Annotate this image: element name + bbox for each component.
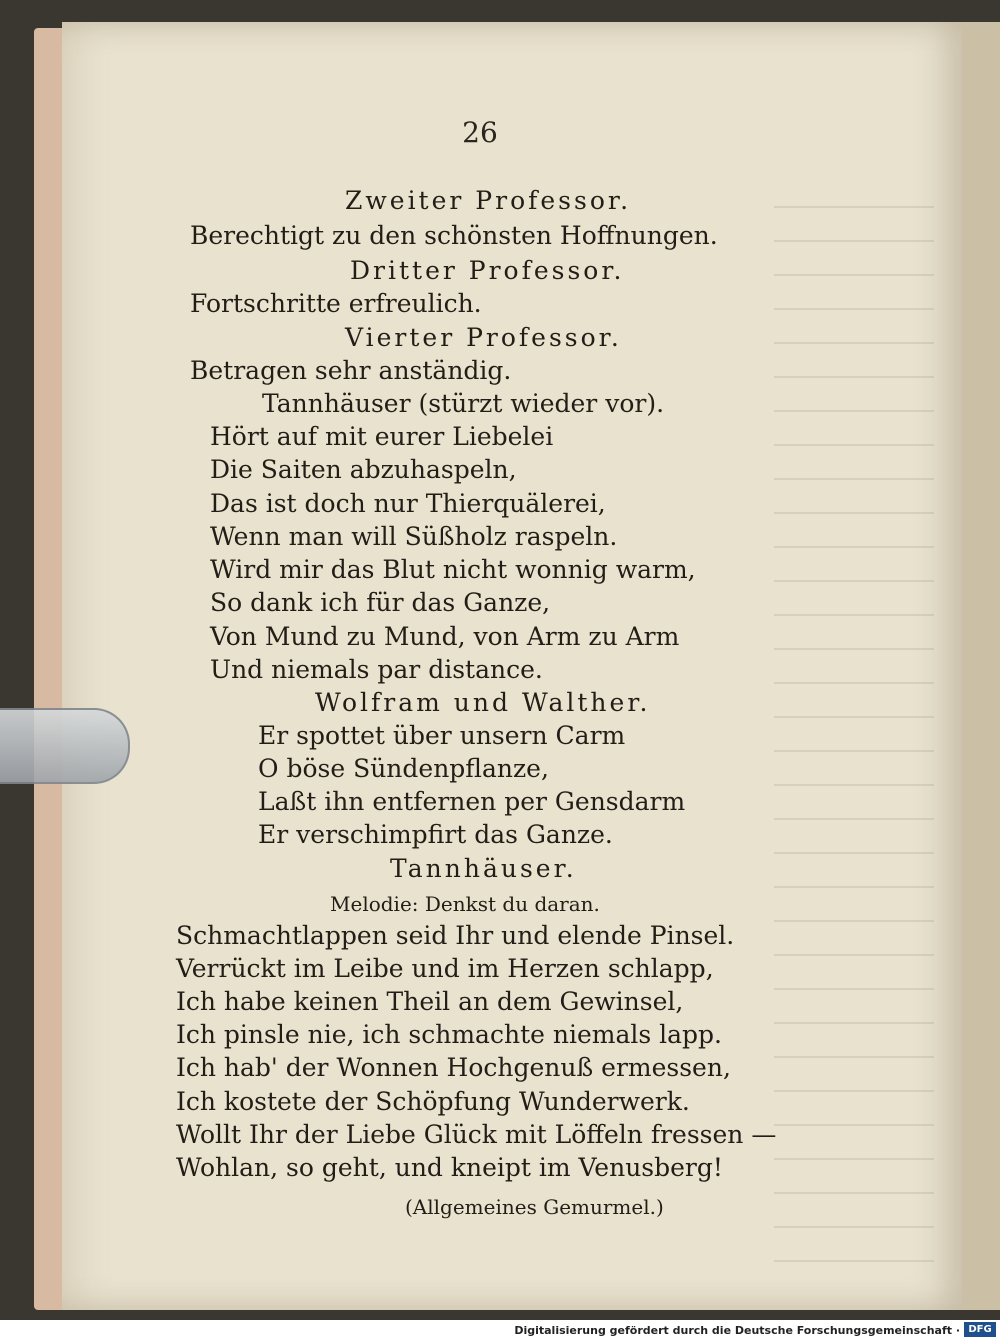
verse-line: Wird mir das Blut nicht wonnig warm, bbox=[210, 555, 696, 584]
verse-line: Die Saiten abzuhaspeln, bbox=[210, 455, 517, 484]
verse-line: Laßt ihn entfernen per Gensdarm bbox=[258, 787, 686, 816]
footer-credit: Digitalisierung gefördert durch die Deutsche Forschungsgemeinschaft · bbox=[514, 1324, 960, 1337]
verse-line: Hört auf mit eurer Liebelei bbox=[210, 422, 554, 451]
speaker-heading: Dritter Professor. bbox=[350, 256, 625, 285]
verse-line: Wollt Ihr der Liebe Glück mit Löffeln fressen — bbox=[176, 1120, 777, 1149]
book-clip bbox=[0, 708, 130, 784]
verse-line: Er spottet über unsern Carm bbox=[258, 721, 626, 750]
speaker-heading: Zweiter Professor. bbox=[345, 186, 632, 215]
speaker-heading: Wolfram und Walther. bbox=[315, 688, 651, 717]
speaker-heading: Tannhäuser. bbox=[390, 854, 577, 883]
verse-line: Ich habe keinen Theil an dem Gewinsel, bbox=[176, 987, 684, 1016]
page-number: 26 bbox=[462, 116, 498, 149]
verse-line: Berechtigt zu den schönsten Hoffnungen. bbox=[190, 221, 718, 250]
verse-line: Schmachtlappen seid Ihr und elende Pinsel. bbox=[176, 921, 735, 950]
stage-direction: (Allgemeines Gemurmel.) bbox=[405, 1195, 664, 1219]
show-through-text bbox=[774, 182, 934, 1282]
verse-line: Und niemals par distance. bbox=[210, 655, 543, 684]
next-page-edge bbox=[962, 22, 1000, 1310]
dfg-logo: DFG bbox=[964, 1322, 996, 1337]
verse-line: Ich kostete der Schöpfung Wunderwerk. bbox=[176, 1087, 690, 1116]
verse-line: Betragen sehr anständig. bbox=[190, 356, 512, 385]
stage-direction: Tannhäuser (stürzt wieder vor). bbox=[262, 389, 665, 418]
verse-line: Wohlan, so geht, und kneipt im Venusberg! bbox=[176, 1153, 723, 1182]
verse-line: O böse Sündenpflanze, bbox=[258, 754, 549, 783]
verse-line: Das ist doch nur Thierquälerei, bbox=[210, 489, 606, 518]
verse-line: Von Mund zu Mund, von Arm zu Arm bbox=[210, 622, 680, 651]
verse-line: So dank ich für das Ganze, bbox=[210, 588, 551, 617]
verse-line: Fortschritte erfreulich. bbox=[190, 289, 482, 318]
verse-line: Er verschimpfirt das Ganze. bbox=[258, 820, 613, 849]
speaker-heading: Vierter Professor. bbox=[345, 323, 622, 352]
verse-line: Ich hab' der Wonnen Hochgenuß ermessen, bbox=[176, 1053, 731, 1082]
verse-line: Wenn man will Süßholz raspeln. bbox=[210, 522, 618, 551]
melody-note: Melodie: Denkst du daran. bbox=[330, 892, 600, 916]
verse-line: Ich pinsle nie, ich schmachte niemals lapp. bbox=[176, 1020, 722, 1049]
verse-line: Verrückt im Leibe und im Herzen schlapp, bbox=[176, 954, 714, 983]
